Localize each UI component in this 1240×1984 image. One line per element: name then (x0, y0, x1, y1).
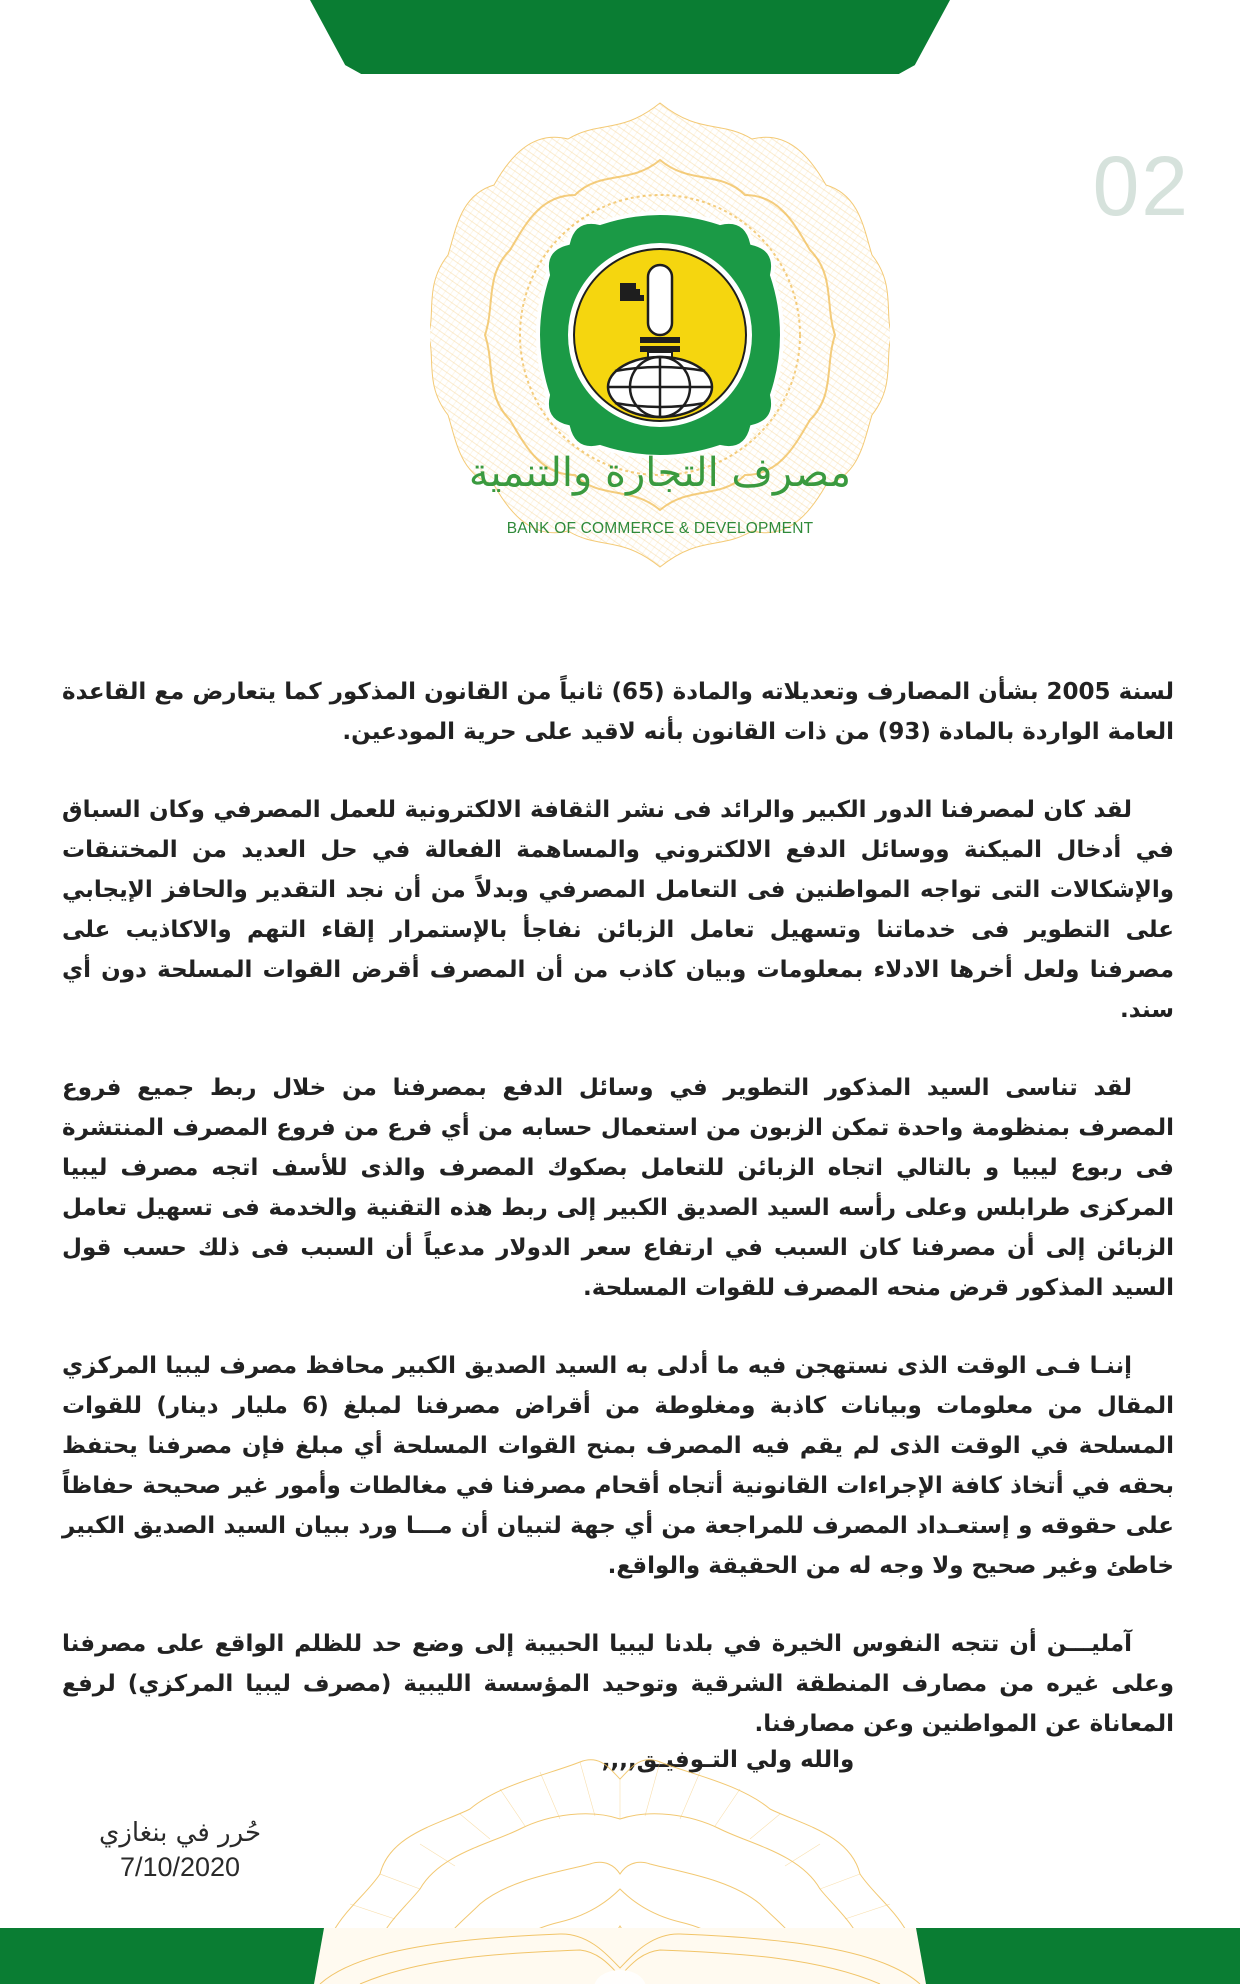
signoff (80, 1816, 280, 1884)
bank-logo (430, 80, 890, 620)
signoff-date: 7/10/2020 (119, 1852, 241, 1882)
letter-body (62, 672, 1174, 1818)
paragraph-5: آمليـــن أن تتجه النفوس الخيرة في بلدنا ليبيا الحبيبة إلى وضع حد للظلم الواقع على مصرفنا وعلى غيره من مصارف المنطقة الشرقية وتوحيد المؤسسة الليبية (مصرف ليبيا المركزي) لرفع المعاناة عن المواطنين وعن مصارفنا. (62, 1631, 1174, 1737)
paragraph-3: لقد تناسى السيد المذكور التطوير في وسائل الدفع بمصرفنا من خلال ربط جميع فروع المصرف بمنظومة واحدة تمكن الزبون من استعمال حسابه من أي فرع من فروع المصرف المنتشرة فى ربوع ليبيا و بالتالي اتجاه الزبائن للتعامل بصكوك المصرف والذى للأسف اتجه مصرف ليبيا المركزى طرابلس وعلى رأسه السيد الصديق الكبير إلى ربط هذه التقنية والخدمة فى تسهيل تعامل الزبائن إلى أن مصرفنا كان السبب في ارتفاع سعر الدولار مدعياً أن السبب فى ذلك حسب قول السيد المذكور قرض منحه المصرف للقوات المسلحة. (62, 1075, 1174, 1301)
header-green-tab (310, 0, 950, 74)
bank-name-arabic: مصرف التجارة والتنمية (468, 450, 852, 496)
page-number: 02 (1092, 139, 1190, 233)
bank-name-english: BANK OF COMMERCE & DEVELOPMENT (506, 520, 814, 537)
guilloche-rosette-icon (430, 80, 890, 620)
paragraph-1: لسنة 2005 بشأن المصارف وتعديلاته والمادة (65) ثانياً من القانون المذكور كما يتعارض مع القاعدة العامة الواردة بالمادة (93) من ذات القانون بأنه لاقيد على حرية المودعين. (62, 679, 1175, 745)
paragraph-2: لقد كان لمصرفنا الدور الكبير والرائد فى نشر الثقافة الالكترونية للعمل المصرفي وكان السباق في أدخال الميكنة ووسائل الدفع الالكتروني والمساهمة الفعالة في حل العديد من المختنقات والإشكالات التى تواجه المواطنين فى التعامل المصرفي وبدلاً من أن نجد التقدير والحافز الإيجابي على التطوير فى خدماتنا وتسهيل تعامل الزبائن نفاجأ بالإستمرار إلقاء التهم والاكاذيب على مصرفنا ولعل أخرها الادلاء بمعلومات وبيان كاذب من أن المصرف أقرض القوات المسلحة دون أي سند. (62, 797, 1174, 1023)
green-badge-icon (538, 213, 782, 457)
signoff-place: حُرر في بنغازي (98, 1818, 262, 1848)
footer-ornament-overlay-icon (300, 1928, 940, 1984)
paragraph-4: إننـا فـى الوقت الذى نستهجن فيه ما أدلى به السيد الصديق الكبير محافظ مصرف ليبيا المركزي المقال من معلومات وبيانات كاذبة ومغلوطة من أقراض مصرفنا لمبلغ (6 مليار دينار) للقوات المسلحة في الوقت الذى لم يقم فيه المصرف بمنح القوات المسلحة أي مبلغ فإن مصرفنا يحتفظ بحقه في أتخاذ كافة الإجراءات القانونية أتجاه أقحام مصرفنا في مغالطات وأمور غير صحيحة حفاظاً على حقوقه و إستعـداد المصرف للمراجعة من أي جهة لتبيان أن مـــا ورد ببيان السيد الصديق الكبير خاطئ وغير صحيح ولا وجه له من الحقيقة والواقع. (62, 1353, 1174, 1579)
closing-line: والله ولي التـوفيـق,,,, (601, 1747, 855, 1773)
